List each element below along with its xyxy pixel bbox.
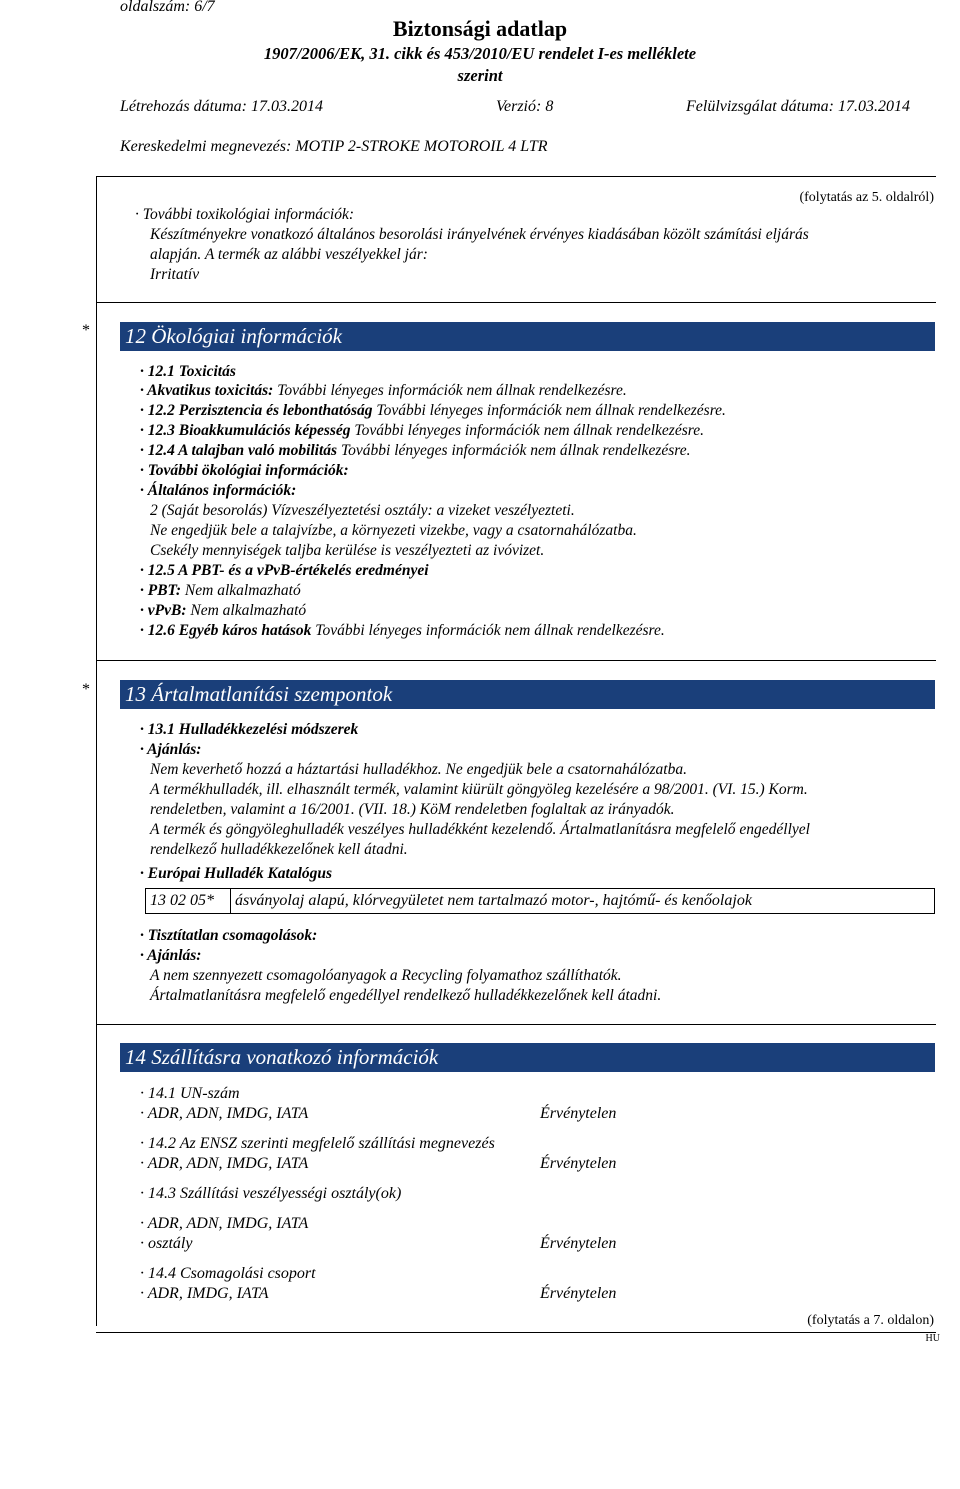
s12-l2-value: További lényeges információk nem állnak rendelkezésre. <box>273 382 627 399</box>
s12-l7: · Általános információk: <box>140 482 297 499</box>
s12-l4-label: · 12.3 Bioakkumulációs képesség <box>140 422 351 439</box>
s13-l12: Ártalmatlanításra megfelelő engedéllyel rendelkező hulladékkezelőnek kell átadni. <box>150 987 662 1004</box>
s12-l3-label: · 12.2 Perzisztencia és lebonthatóság <box>140 402 373 419</box>
s12-l6: · További ökológiai információk: <box>140 462 349 479</box>
divider-12 <box>96 302 936 303</box>
s13-l11: A nem szennyezett csomagolóanyagok a Recycling folyamathoz szállíthatók. <box>150 967 622 984</box>
bottom-border <box>96 1332 936 1333</box>
s14-class-sub: · osztály <box>140 1235 193 1252</box>
ewc-description: ásványolaj alapú, klórvegyületet nem tartalmazó motor-, hajtómű- és kenőolajok <box>235 892 752 909</box>
divider-13 <box>96 660 936 661</box>
s13-l1: · 13.1 Hulladékkezelési módszerek <box>140 721 359 738</box>
continuation-from: (folytatás az 5. oldalról) <box>799 190 934 205</box>
created-date: Létrehozás dátuma: 17.03.2014 <box>120 98 323 115</box>
s12-l13-value: Nem alkalmazható <box>186 602 307 619</box>
s12-l14 <box>140 622 665 640</box>
s14-pg-modes: · ADR, IMDG, IATA <box>140 1285 269 1302</box>
continuation-to: (folytatás a 7. oldalon) <box>807 1313 934 1328</box>
s12-l14-value: További lényeges információk nem állnak rendelkezésre. <box>311 622 665 639</box>
s12-l5-value: További lényeges információk nem állnak rendelkezésre. <box>337 442 691 459</box>
language-code: HU <box>925 1333 940 1344</box>
s14-class-label: · 14.3 Szállítási veszélyességi osztály(ok) <box>140 1185 402 1202</box>
ewc-code: 13 02 05* <box>146 889 231 914</box>
s12-l13 <box>140 602 306 620</box>
regulation-line-2: szerint <box>457 66 503 85</box>
s13-l4: A termékhulladék, ill. elhasznált termék, valamint kiürült göngyöleg kezelésére a 98/2001. (VI. 15.) Korm. <box>150 781 808 798</box>
s12-l2 <box>140 382 627 400</box>
s12-l12-label: · PBT: <box>140 582 182 599</box>
ewc-table <box>145 888 935 914</box>
left-border <box>96 176 97 1326</box>
s14-un-value: Érvénytelen <box>540 1105 617 1122</box>
table-row <box>146 889 935 914</box>
revised-date: Felülvizsgálat dátuma: 17.03.2014 <box>686 98 910 115</box>
regulation-line: 1907/2006/EK, 31. cikk és 453/2010/EU rendelet I-es melléklete <box>263 44 697 63</box>
s14-un-modes: · ADR, ADN, IMDG, IATA <box>140 1105 309 1122</box>
trade-name: Kereskedelmi megnevezés: MOTIP 2-STROKE MOTOROIL 4 LTR <box>120 138 548 155</box>
s12-l1 <box>140 363 236 381</box>
s13-l2: · Ajánlás: <box>140 741 202 758</box>
s13-l10: · Ajánlás: <box>140 947 202 964</box>
s14-name-modes: · ADR, ADN, IMDG, IATA <box>140 1155 309 1172</box>
s12-l3 <box>140 402 726 420</box>
s12-l10: Csekély mennyiségek taljba kerülése is veszélyezteti az ivóvizet. <box>150 542 545 559</box>
s12-l9: Ne engedjük bele a talajvízbe, a környezeti vizekbe, vagy a csatornahálózatba. <box>150 522 637 539</box>
s12-l11: · 12.5 A PBT- és a vPvB-értékelés eredményei <box>140 562 429 579</box>
s13-l5: rendeletben, valamint a 16/2001. (VII. 18.) KöM rendeletben foglaltak az irányadók. <box>150 801 675 818</box>
s14-name-value: Érvénytelen <box>540 1155 617 1172</box>
s12-l13-label: · vPvB: <box>140 602 187 619</box>
s12-l12-value: Nem alkalmazható <box>181 582 301 599</box>
s12-l1-text: · 12.1 Toxicitás <box>140 363 236 380</box>
s12-l12 <box>140 582 301 600</box>
s13-l3: Nem keverhető hozzá a háztartási hulladékhoz. Ne engedjük bele a csatornahálózatba. <box>150 761 687 778</box>
s12-l4 <box>140 422 704 440</box>
s12-l3-value: További lényeges információk nem állnak rendelkezésre. <box>372 402 726 419</box>
section-14-title: 14 Szállításra vonatkozó információk <box>120 1043 935 1072</box>
tox-text-2: alapján. A termék az alábbi veszélyekkel jár: <box>150 246 428 263</box>
top-border <box>96 176 936 177</box>
s13-l9: · Tisztítatlan csomagolások: <box>140 927 318 944</box>
divider-14 <box>96 1024 936 1025</box>
tox-text-1: Készítményekre vonatkozó általános besorolási irányelvének érvényes kiadásában közölt számítási eljárás <box>150 226 809 243</box>
tox-text-3: Irritatív <box>150 266 200 283</box>
s14-class-modes: · ADR, ADN, IMDG, IATA <box>140 1215 309 1232</box>
s12-l2-label: · Akvatikus toxicitás: <box>140 382 274 399</box>
section-12-title: 12 Ökológiai információk <box>120 322 935 351</box>
document-title: Biztonsági adatlap <box>392 16 568 41</box>
version: Verzió: 8 <box>496 98 554 115</box>
s14-un-label: · 14.1 UN-szám <box>140 1085 240 1102</box>
tox-label: · További toxikológiai információk: <box>135 206 354 223</box>
s13-l7: rendelkező hulladékkezelőnek kell átadni. <box>150 841 408 858</box>
s13-l8: · Európai Hulladék Katalógus <box>140 865 333 882</box>
s12-l4-value: További lényeges információk nem állnak rendelkezésre. <box>350 422 704 439</box>
section-13-title: 13 Ártalmatlanítási szempontok <box>120 680 935 709</box>
s14-pg-label: · 14.4 Csomagolási csoport <box>140 1265 316 1282</box>
section-13-marker: * <box>82 681 90 698</box>
s12-l8: 2 (Saját besorolás) Vízveszélyeztetési osztály: a vizeket veszélyezteti. <box>150 502 575 519</box>
section-12-marker: * <box>82 322 90 339</box>
page-number: oldalszám: 6/7 <box>120 0 215 15</box>
s13-l6: A termék és göngyöleghulladék veszélyes hulladékként kezelendő. Ártalmatlanításra megfelelő engedéllyel <box>150 821 810 838</box>
s12-l5 <box>140 442 690 460</box>
s14-name-label: · 14.2 Az ENSZ szerinti megfelelő szállítási megnevezés <box>140 1135 495 1152</box>
s14-pg-value: Érvénytelen <box>540 1285 617 1302</box>
s12-l14-label: · 12.6 Egyéb káros hatások <box>140 622 312 639</box>
s12-l5-label: · 12.4 A talajban való mobilitás <box>140 442 338 459</box>
s14-class-value: Érvénytelen <box>540 1235 617 1252</box>
